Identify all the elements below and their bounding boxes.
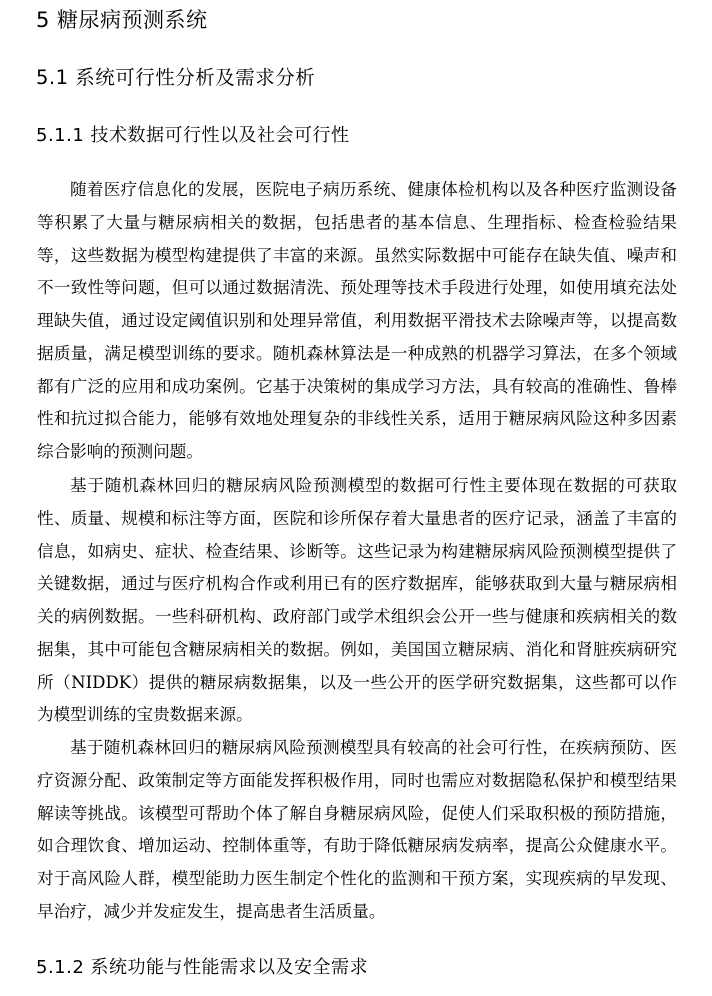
subsection-title-technical-social-feasibility: 5.1.1 技术数据可行性以及社会可行性 (36, 125, 350, 146)
subsection-title-function-performance-security: 5.1.2 系统功能与性能需求以及安全需求 (36, 957, 369, 978)
paragraph-social-feasibility: 基于随机森林回归的糖尿病风险预测模型具有较高的社会可行性，在疾病预防、医疗资源分配、政策制定等方面能发挥积极作用，同时也需应对数据隐私保护和模型结果解读等挑战。该模型可帮助个体了解自身糖尿病风险，促使人们采取积极的预防措施，如合理饮食、增加运动、控制体重等，有助于降低糖尿病发病率，提高公众健康水平。对于高风险人群，模型能助力医生制定个性化的监测和干预方案，实现疾病的早发现、早治疗，减少并发症发生，提高患者生活质量。 (37, 738, 677, 921)
section-title: 5.1 系统可行性分析及需求分析 (36, 66, 316, 89)
paragraph-data-feasibility: 基于随机森林回归的糖尿病风险预测模型的数据可行性主要体现在数据的可获取性、质量、规模和标注等方面，医院和诊所保存着大量患者的医疗记录，涵盖了丰富的信息，如病史、症状、检查结果、诊断等。这些记录为构建糖尿病风险预测模型提供了关键数据，通过与医疗机构合作或利用已有的医疗数据库，能够获取到大量与糖尿病相关的病例数据。一些科研机构、政府部门或学术组织会公开一些与健康和疾病相关的数据集，其中可能包含糖尿病相关的数据。例如，美国国立糖尿病、消化和肾脏疾病研究所（NIDDK）提供的糖尿病数据集，以及一些公开的医学研究数据集，这些都可以作为模型训练的宝贵数据来源。 (37, 476, 677, 725)
paragraph-data-and-algorithm-feasibility: 随着医疗信息化的发展，医院电子病历系统、健康体检机构以及各种医疗监测设备等积累了大量与糖尿病相关的数据，包括患者的基本信息、生理指标、检查检验结果等，这些数据为模型构建提供了丰富的来源。虽然实际数据中可能存在缺失值、噪声和不一致性等问题，但可以通过数据清洗、预处理等技术手段进行处理，如使用填充法处理缺失值，通过设定阈值识别和处理异常值，利用数据平滑技术去除噪声等，以提高数据质量，满足模型训练的要求。随机森林算法是一种成熟的机器学习算法，在多个领域都有广泛的应用和成功案例。它基于决策树的集成学习方法，具有较高的准确性、鲁棒性和抗过拟合能力，能够有效地处理复杂的非线性关系，适用于糖尿病风险这种多因素综合影响的预测问题。 (37, 180, 677, 461)
chapter-title: 5 糖尿病预测系统 (36, 8, 208, 32)
